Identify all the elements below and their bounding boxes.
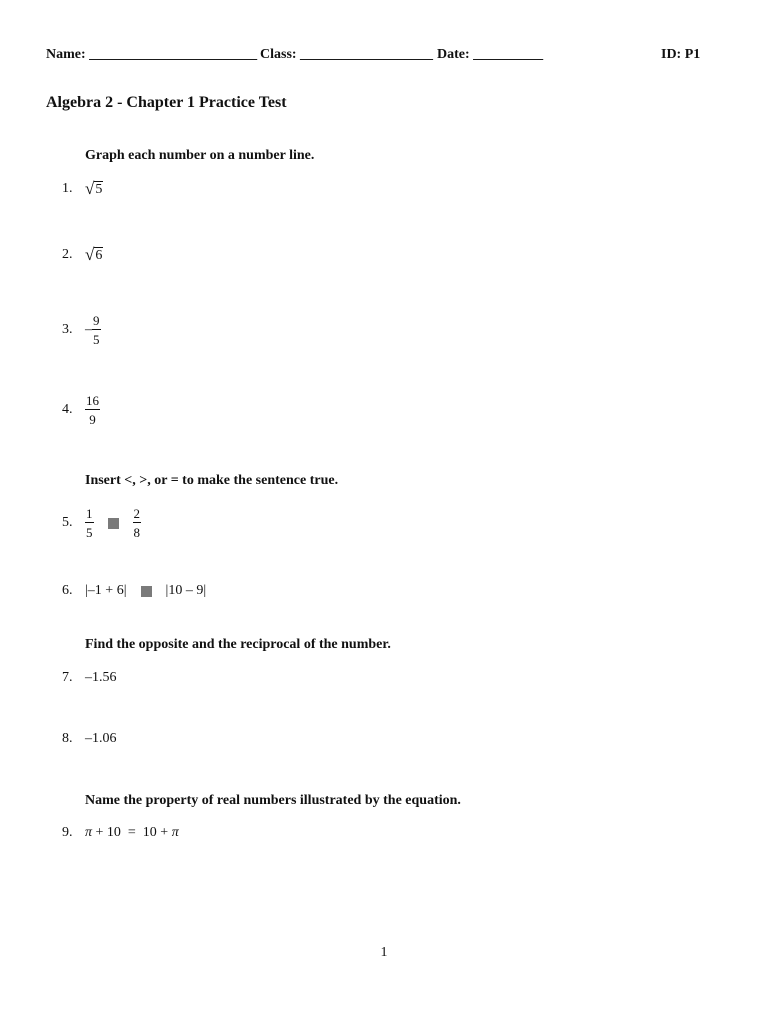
fraction-right xyxy=(133,507,142,539)
question-4 xyxy=(62,394,100,426)
page-number: 1 xyxy=(380,945,388,960)
question-3 xyxy=(62,314,101,346)
question-number: 3. xyxy=(62,322,73,337)
question-7 xyxy=(62,670,117,686)
comparison-blank-box xyxy=(108,518,119,529)
pi-symbol: π xyxy=(85,825,93,840)
name-field-label: Name: ________________________ xyxy=(46,47,258,62)
question-2 xyxy=(62,246,103,263)
question-number: 8. xyxy=(62,731,73,746)
absolute-value-right: |10 – 9| xyxy=(165,583,207,598)
question-number: 1. xyxy=(62,180,73,196)
radical-sign-icon: √ xyxy=(85,245,95,264)
question-number: 6. xyxy=(62,583,73,598)
denominator: 5 xyxy=(93,332,100,347)
numerator: 16 xyxy=(86,393,99,408)
question-number: 9. xyxy=(62,825,73,840)
numerator: 9 xyxy=(93,313,100,328)
page-title: Algebra 2 - Chapter 1 Practice Test xyxy=(46,94,287,111)
numerator: 1 xyxy=(86,506,93,521)
radical-sign-icon: √ xyxy=(85,179,95,198)
question-8 xyxy=(62,731,117,747)
numerator: 2 xyxy=(133,506,140,521)
test-id: ID: P1 xyxy=(661,47,701,62)
square-root-expression xyxy=(85,180,103,197)
fraction xyxy=(85,394,100,426)
question-6 xyxy=(62,583,206,599)
question-number: 4. xyxy=(62,402,73,417)
question-1 xyxy=(62,180,103,197)
question-value: –1.06 xyxy=(85,731,117,746)
denominator: 9 xyxy=(89,412,96,427)
pi-symbol: π xyxy=(171,825,179,840)
fraction xyxy=(92,314,101,346)
square-root-expression xyxy=(85,246,103,263)
question-number: 7. xyxy=(62,670,73,685)
denominator: 8 xyxy=(133,525,140,540)
question-number: 2. xyxy=(62,246,73,262)
equation-middle: + 10 = 10 + xyxy=(92,825,172,840)
section-instruction-opposite-reciprocal: Find the opposite and the reciprocal of the number. xyxy=(85,637,391,652)
section-instruction-compare: Insert <, >, or = to make the sentence true. xyxy=(85,473,339,488)
comparison-blank-box xyxy=(141,586,152,597)
radicand: 6 xyxy=(95,248,103,263)
radicand: 5 xyxy=(95,182,103,197)
denominator: 5 xyxy=(86,525,93,540)
date-field-label: Date: __________ xyxy=(437,47,544,62)
fraction-left xyxy=(85,507,94,539)
negative-sign: – xyxy=(85,322,92,337)
section-instruction-graph: Graph each number on a number line. xyxy=(85,148,315,163)
section-instruction-property: Name the property of real numbers illustrated by the equation. xyxy=(85,793,461,808)
question-5 xyxy=(62,507,141,539)
question-9 xyxy=(62,825,179,841)
question-value: –1.56 xyxy=(85,670,117,685)
absolute-value-left: |–1 + 6| xyxy=(85,583,127,598)
question-number: 5. xyxy=(62,515,73,530)
class-field-label: Class: ___________________ xyxy=(260,47,434,62)
